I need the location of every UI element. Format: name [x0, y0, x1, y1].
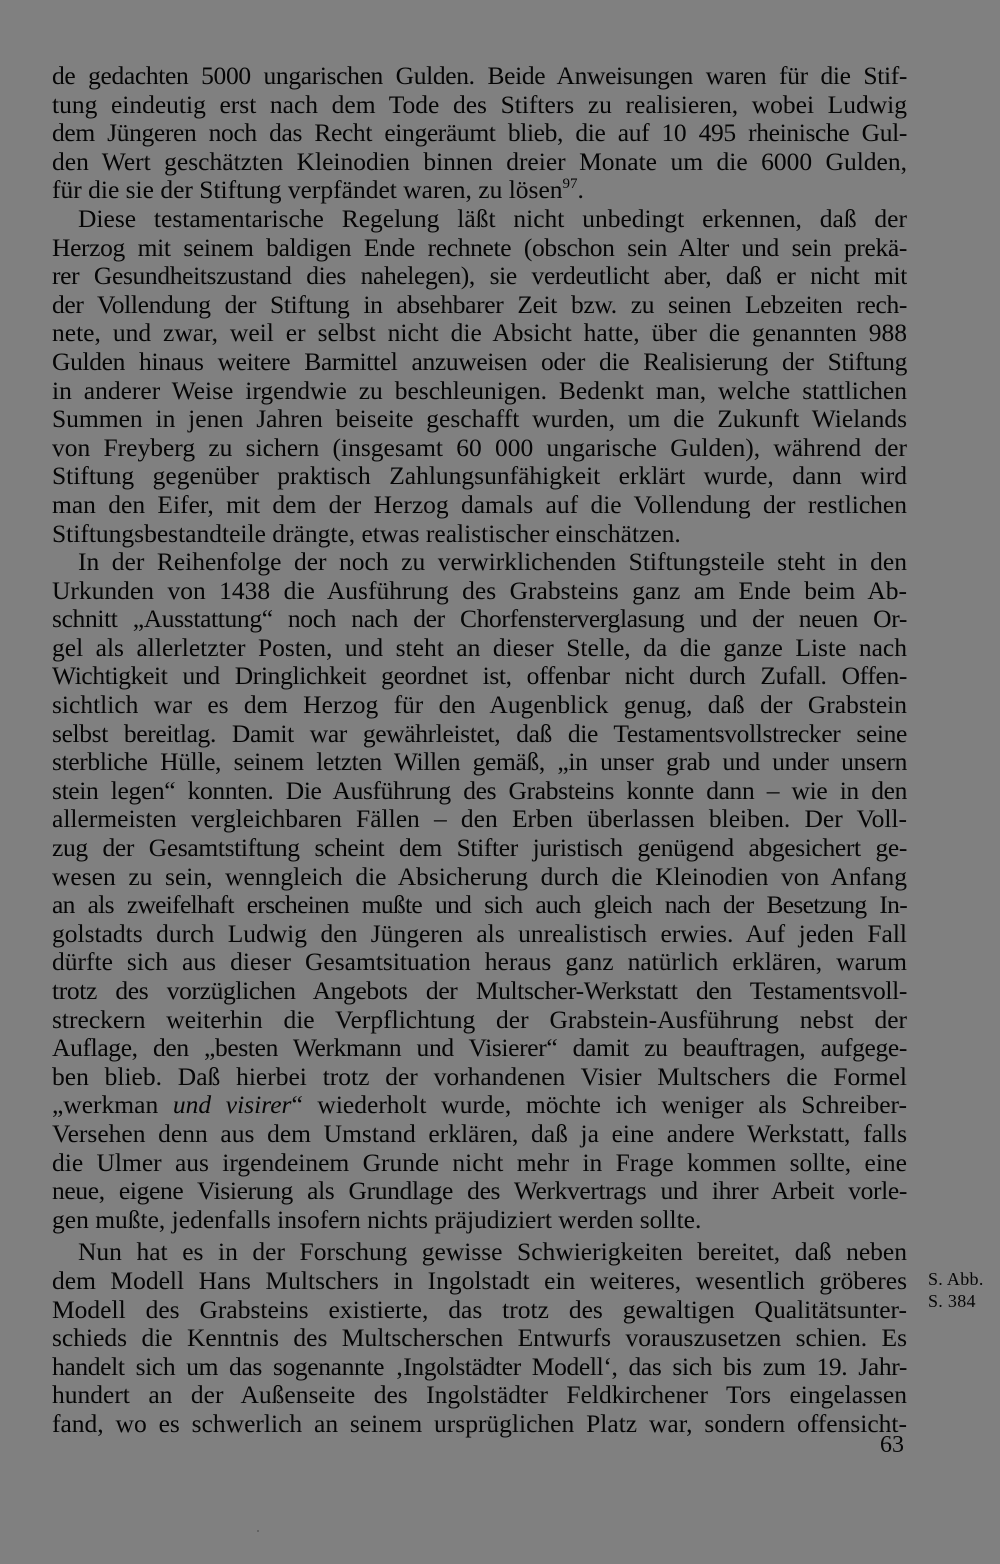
text-line: man den Eifer, mit dem der Herzog damals auf die Vollendung der restlichen	[52, 490, 907, 519]
text-line: stein legen“ konnten. Die Ausführung des Grabsteins konnte dann – wie in den	[52, 776, 907, 805]
text-line: golstadts durch Ludwig den Jüngeren als unrealistisch erwies. Auf jeden Fall	[52, 919, 907, 948]
text-line	[52, 176, 907, 205]
body-text	[52, 62, 907, 1439]
text-line: wesen zu sein, wenngleich die Absicherung durch die Kleinodien von Anfang	[52, 862, 907, 891]
text-line: sichtlich war es dem Herzog für den Augenblick genug, daß der Grabstein	[52, 691, 907, 720]
margin-note-line: S. 384	[928, 1291, 976, 1311]
paragraph-4	[52, 1238, 907, 1438]
paragraph-1	[52, 62, 907, 205]
text-line: Stiftung gegenüber praktisch Zahlungsunfähigkeit erklärt wurde, dann wird	[52, 462, 907, 491]
text-line: schieds die Kenntnis des Multscherschen Entwurfs vorauszusetzen schien. Es	[52, 1324, 907, 1353]
paragraph-2	[52, 205, 907, 548]
text-line: neue, eigene Visierung als Grundlage des Werkvertrags und ihrer Arbeit vorle-	[52, 1177, 907, 1206]
text-line: schnitt „Ausstattung“ noch nach der Chorfensterverglasung und der neuen Or-	[52, 605, 907, 634]
text-line: nete, und zwar, weil er selbst nicht die Absicht hatte, über die genannten 988	[52, 319, 907, 348]
text-line: allermeisten vergleichbaren Fällen – den Erben überlassen bleiben. Der Voll-	[52, 805, 907, 834]
text-line: die Ulmer aus irgendeinem Grunde nicht mehr in Frage kommen sollte, eine	[52, 1148, 907, 1177]
text-line: von Freyberg zu sichern (insgesamt 60 000 ungarische Gulden), während der	[52, 433, 907, 462]
text-line: zug der Gesamtstiftung scheint dem Stifter juristisch genügend abgesichert ge-	[52, 834, 907, 863]
text-line: Herzog mit seinem baldigen Ende rechnete (obschon sein Alter und sein prekä-	[52, 233, 907, 262]
text-line: Urkunden von 1438 die Ausführung des Grabsteins ganz am Ende beim Ab-	[52, 576, 907, 605]
text-line: sterbliche Hülle, seinem letzten Willen gemäß, „in unser grab und under unsern	[52, 748, 907, 777]
text-line: Wichtigkeit und Dringlichkeit geordnet ist, offenbar nicht durch Zufall. Offen-	[52, 662, 907, 691]
text-line: selbst bereitlag. Damit war gewährleistet, daß die Testamentsvollstrecker seine	[52, 719, 907, 748]
text-line: hundert an der Außenseite des Ingolstädter Feldkirchener Tors eingelassen	[52, 1381, 907, 1410]
text-line: gen mußte, jedenfalls insofern nichts präjudiziert werden sollte.	[52, 1205, 702, 1234]
text-line: streckern weiterhin die Verpflichtung der Grabstein-Ausführung nebst der	[52, 1005, 907, 1034]
text-line: In der Reihenfolge der noch zu verwirklichenden Stiftungsteile steht in den	[78, 548, 907, 577]
text-line: dem Jüngeren noch das Recht eingeräumt blieb, die auf 10 495 rheinische Gul-	[52, 119, 907, 148]
text-line: den Wert geschätzten Kleinodien binnen dreier Monate um die 6000 Gulden,	[52, 147, 907, 176]
text-line: Modell des Grabsteins existierte, das trotz des gewaltigen Qualitätsunter-	[52, 1295, 907, 1324]
text-line: Versehen denn aus dem Umstand erklären, daß ja eine andere Werkstatt, falls	[52, 1119, 907, 1148]
margin-note-line: S. Abb.	[928, 1269, 984, 1289]
text-line-body: für die sie der Stiftung verpfändet waren, zu lösen	[52, 176, 563, 205]
text-line: ben blieb. Daß hierbei trotz der vorhandenen Visier Multschers die Formel	[52, 1062, 907, 1091]
paragraph-3	[52, 548, 907, 1234]
text-line: dürfte sich aus dieser Gesamtsituation heraus ganz natürlich erklären, warum	[52, 948, 907, 977]
text-line: in anderer Weise irgendwie zu beschleunigen. Bedenkt man, welche stattlichen	[52, 376, 907, 405]
footnote-marker: 97	[562, 176, 578, 193]
quote-rest: “ wiederholt wurde, möchte ich weniger als Schreiber-	[291, 1091, 907, 1120]
text-line: Diese testamentarische Regelung läßt nicht unbedingt erkennen, daß der	[78, 204, 907, 233]
text-line: handelt sich um das sogenannte ‚Ingolstädter Modell‘, das sich bis zum 19. Jahr-	[52, 1352, 907, 1381]
text-line: der Vollendung der Stiftung in absehbarer Zeit bzw. zu seinen Lebzeiten rech-	[52, 290, 907, 319]
text-line: rer Gesundheitszustand dies nahelegen), sie verdeutlicht aber, daß er nicht mit	[52, 262, 907, 291]
text-line: tung eindeutig erst nach dem Tode des Stifters zu realisieren, wobei Ludwig	[52, 90, 907, 119]
text-line: trotz des vorzüglichen Angebots der Multscher-Werkstatt den Testamentsvoll-	[52, 977, 907, 1005]
text-line: Auflage, den „besten Werkmann und Visierer“ damit zu beauftragen, aufgege-	[52, 1034, 907, 1063]
text-line: Nun hat es in der Forschung gewisse Schwierigkeiten bereitet, daß neben	[78, 1238, 907, 1267]
text-line: gel als allerletzter Posten, und steht an dieser Stelle, da die ganze Liste nach	[52, 633, 907, 662]
italic-phrase: und visirer	[172, 1091, 292, 1120]
text-line: fand, wo es schwerlich an seinem ursprüglichen Platz war, sondern offensicht-	[52, 1409, 907, 1438]
text-line: Gulden hinaus weitere Barmittel anzuweisen oder die Realisierung der Stiftung	[52, 347, 907, 376]
quote-open: „werkman	[52, 1091, 173, 1120]
page-number: 63	[880, 1432, 904, 1458]
text-line: de gedachten 5000 ungarischen Gulden. Beide Anweisungen waren für die Stif-	[52, 62, 907, 90]
text-line: dem Modell Hans Multschers in Ingolstadt ein weiteres, wesentlich gröberes	[52, 1266, 907, 1295]
text-line	[52, 1091, 907, 1120]
text-line: Stiftungsbestandteile drängte, etwas realistischer einschätzen.	[52, 519, 681, 548]
scan-speck	[257, 1530, 259, 1532]
text-line: Summen in jenen Jahren beiseite geschafft wurden, um die Zukunft Wielands	[52, 405, 907, 434]
margin-note	[928, 1268, 998, 1312]
footnote-tail: .	[577, 176, 584, 205]
text-line: an als zweifelhaft erscheinen mußte und sich auch gleich nach der Besetzung In-	[52, 891, 907, 920]
